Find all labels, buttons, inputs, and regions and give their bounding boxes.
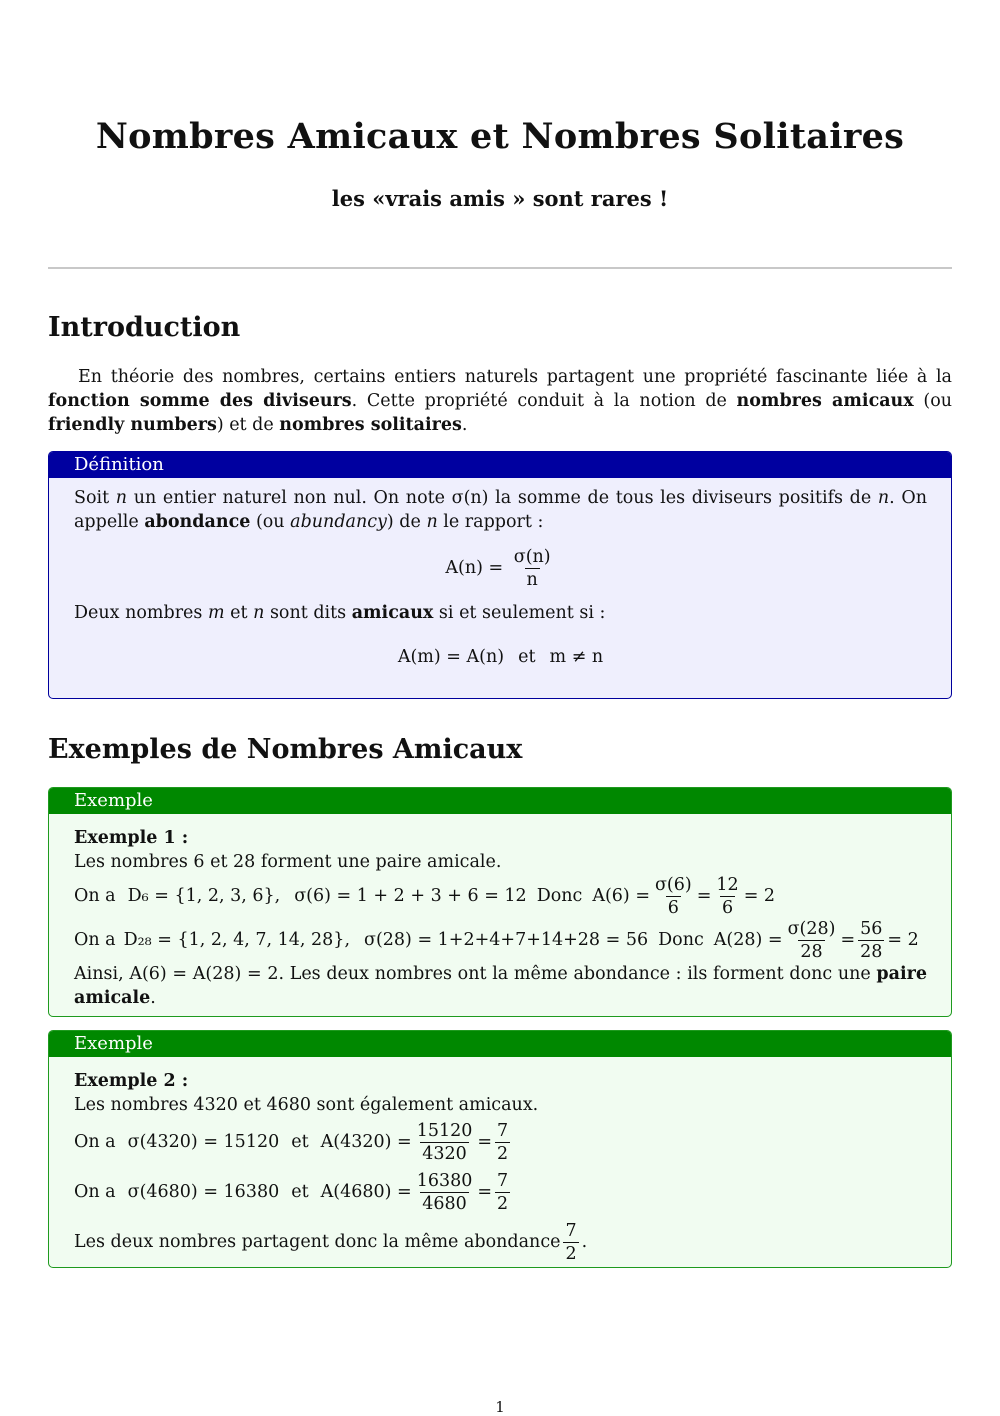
amicable-condition-text: Deux nombres m et n sont dits amicaux si et seulement si : — [74, 603, 606, 623]
text: . Cette propriété conduit à la notion de — [351, 391, 737, 411]
text: ) et de — [216, 415, 280, 435]
document-subtitle: les «vrais amis » sont rares ! — [331, 186, 669, 211]
amicable-condition-formula: A(m) = A(n) et m ≠ n — [397, 647, 604, 667]
bold-term: nombres solitaires — [279, 415, 462, 435]
example2-line-4680: On a σ(4680) = 16380 et A(4680) = $\frac{16380}{4680}$ = $\frac{7}{2}$ — [74, 1170, 509, 1214]
text: . — [461, 415, 468, 435]
example2-conclusion: Les deux nombres partagent donc la même abondance $\frac{7}{2}$ . — [74, 1220, 588, 1264]
definition-box-header: Définition — [49, 452, 951, 478]
bold-term: fonction somme des diviseurs — [48, 391, 352, 411]
introduction-paragraph — [48, 365, 952, 437]
section-heading-introduction: Introduction — [48, 312, 241, 343]
definition-text: Soit n un entier naturel non nul. On note σ(n) la somme de tous les diviseurs positifs de n. On appelle abondance (ou abundancy) de n le rapport : — [74, 488, 927, 532]
example-box-header: Exemple — [49, 1031, 951, 1057]
example-title: Exemple 1 : — [74, 828, 189, 848]
page-number: 1 — [495, 1398, 505, 1416]
example-intro: Les nombres 6 et 28 forment une paire amicale. — [74, 852, 502, 872]
bold-term: nombres amicaux — [736, 391, 914, 411]
example-box-1 — [48, 787, 952, 1017]
section-heading-examples: Exemples de Nombres Amicaux — [48, 734, 523, 765]
example-title: Exemple 2 : — [74, 1071, 189, 1091]
example1-line-6: On a D₆ = {1, 2, 3, 6}, σ(6) = 1 + 2 + 3 + 6 = 12 Donc A(6) = $\frac{\sigma(6)}{6}$ = $\frac{12}{6}$ = 2 — [74, 874, 776, 918]
example1-line-28: On a D₂₈ = {1, 2, 4, 7, 14, 28}, σ(28) = 1+2+4+7+14+28 = 56 Donc A(28) = $\frac{\sigma(28)}{28}$ = $\frac{56}{28}$ = 2 — [74, 918, 919, 962]
example-box-header: Exemple — [49, 788, 951, 814]
title-divider — [48, 267, 952, 269]
abundancy-formula: A(n) = $\frac{\sigma(n)}{n}$ — [445, 547, 551, 590]
definition-box — [48, 451, 952, 699]
text: (ou — [913, 391, 952, 411]
document-title: Nombres Amicaux et Nombres Solitaires — [95, 116, 905, 157]
example-intro: Les nombres 4320 et 4680 sont également amicaux. — [74, 1095, 539, 1115]
example1-conclusion: Ainsi, A(6) = A(28) = 2. Les deux nombres ont la même abondance : ils forment donc une paire amicale. — [74, 964, 927, 1008]
example-box-2 — [48, 1030, 952, 1268]
bold-term: friendly numbers — [48, 415, 217, 435]
example2-line-4320: On a σ(4320) = 15120 et A(4320) = $\frac{15120}{4320}$ = $\frac{7}{2}$ — [74, 1120, 509, 1164]
text: En théorie des nombres, certains entiers naturels partagent une propriété fascinante liée à la — [78, 367, 952, 387]
